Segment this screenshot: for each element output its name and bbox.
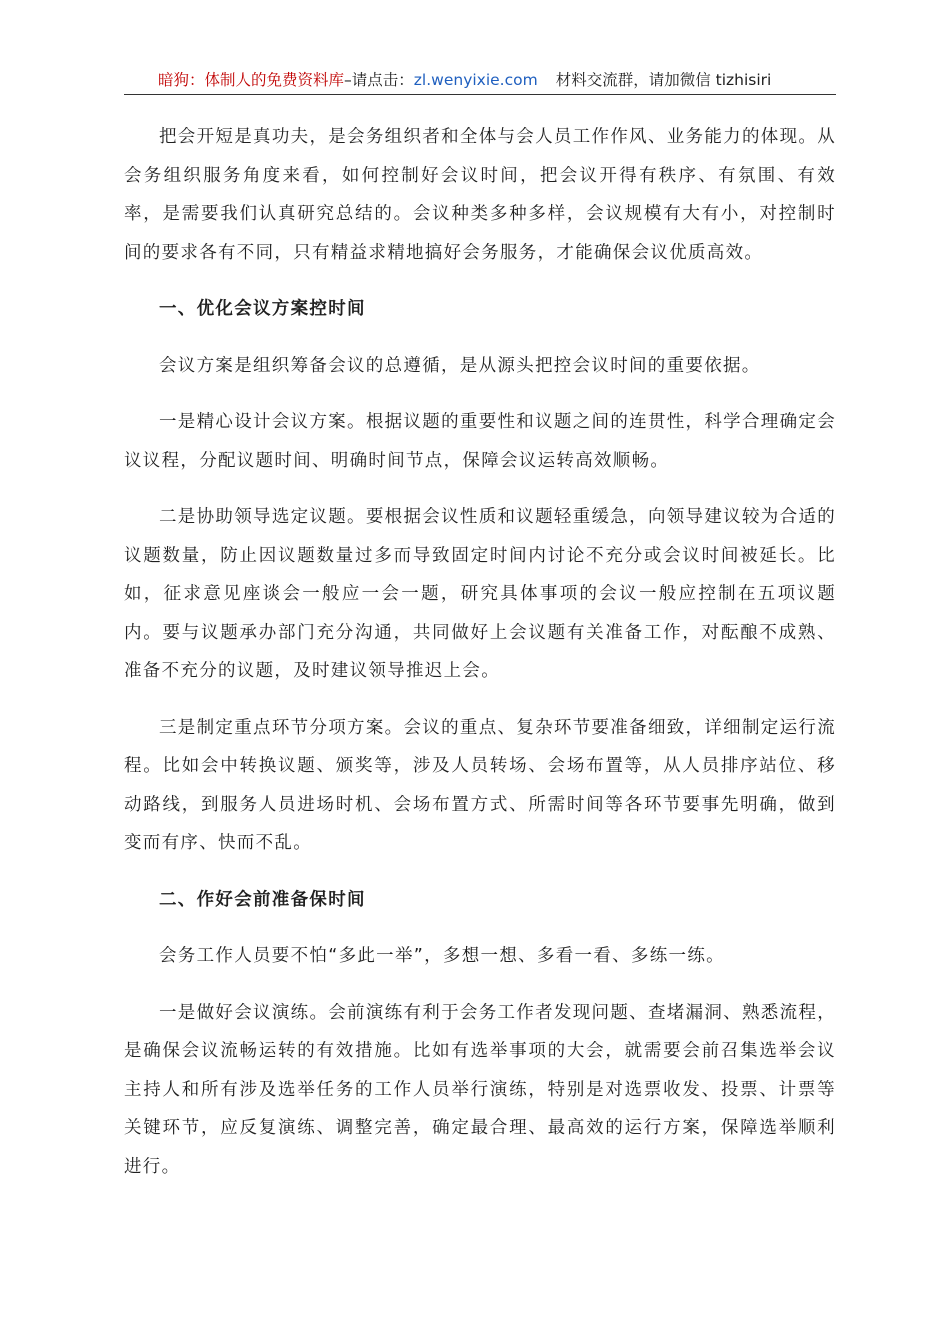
header-click-prompt: –请点击： <box>344 71 414 89</box>
section-1-heading: 一、优化会议方案控时间 <box>159 299 366 319</box>
section-1-lead: 会议方案是组织筹备会议的总遵循，是从源头把控会议时间的重要依据。 <box>159 355 761 376</box>
section-2-heading: 二、作好会前准备保时间 <box>159 889 366 910</box>
section-2-point-1: 一是做好会议演练。会前演练有利于会务工作者发现问题、查堵漏洞、熟悉流程，是确保会议流畅运转的有效措施。比如有选举事项的大会，就需要会前召集选举会议主持人和所有涉及选举任务的工作人员举行演练，特别是对选票收发、投票、计票等关键环节，应反复演练、调整完善，确定最合理、最高效的运行方案，保障选举顺利进行。 <box>124 1002 836 1177</box>
document-body <box>124 118 836 1204</box>
header-url-link[interactable]: zl.wenyixie.com <box>413 71 538 89</box>
section-2-lead: 会务工作人员要不怕“多此一举”，多想一想、多看一看、多练一练。 <box>159 946 725 966</box>
section-1-point-2: 二是协助领导选定议题。要根据会议性质和议题轻重缓急，向领导建议较为合适的议题数量，防止因议题数量过多而导致固定时间内讨论不充分或会议时间被延长。比如，征求意见座谈会一般应一会一题，研究具体事项的会议一般应控制在五项议题内。要与议题承办部门充分沟通，共同做好上会议题有关准备工作，对酝酿不成熟、准备不充分的议题，及时建议领导推迟上会。 <box>124 507 836 681</box>
page-header <box>124 66 836 95</box>
section-1-point-1: 一是精心设计会议方案。根据议题的重要性和议题之间的连贯性，科学合理确定会议议程，分配议题时间、明确时间节点，保障会议运转高效顺畅。 <box>124 412 836 471</box>
section-1-point-3: 三是制定重点环节分项方案。会议的重点、复杂环节要准备细致，详细制定运行流程。比如会中转换议题、颁奖等，涉及人员转场、会场布置等，从人员排序站位、移动路线，到服务人员进场时机、会场布置方式、所需时间等各环节要事先明确，做到变而有序、快而不乱。 <box>124 717 836 853</box>
intro-paragraph: 把会开短是真功夫，是会务组织者和全体与会人员工作作风、业务能力的体现。从会务组织服务角度来看，如何控制好会议时间，把会议开得有秩序、有氛围、有效率，是需要我们认真研究总结的。会议种类多种多样，会议规模有大有小，对控制时间的要求各有不同，只有精益求精地搞好会务服务，才能确保会议优质高效。 <box>124 127 836 263</box>
header-wechat-note: 材料交流群，请加微信 tizhisiri <box>555 71 772 89</box>
header-brand: 暗狗：体制人的免费资料库 <box>158 71 345 89</box>
